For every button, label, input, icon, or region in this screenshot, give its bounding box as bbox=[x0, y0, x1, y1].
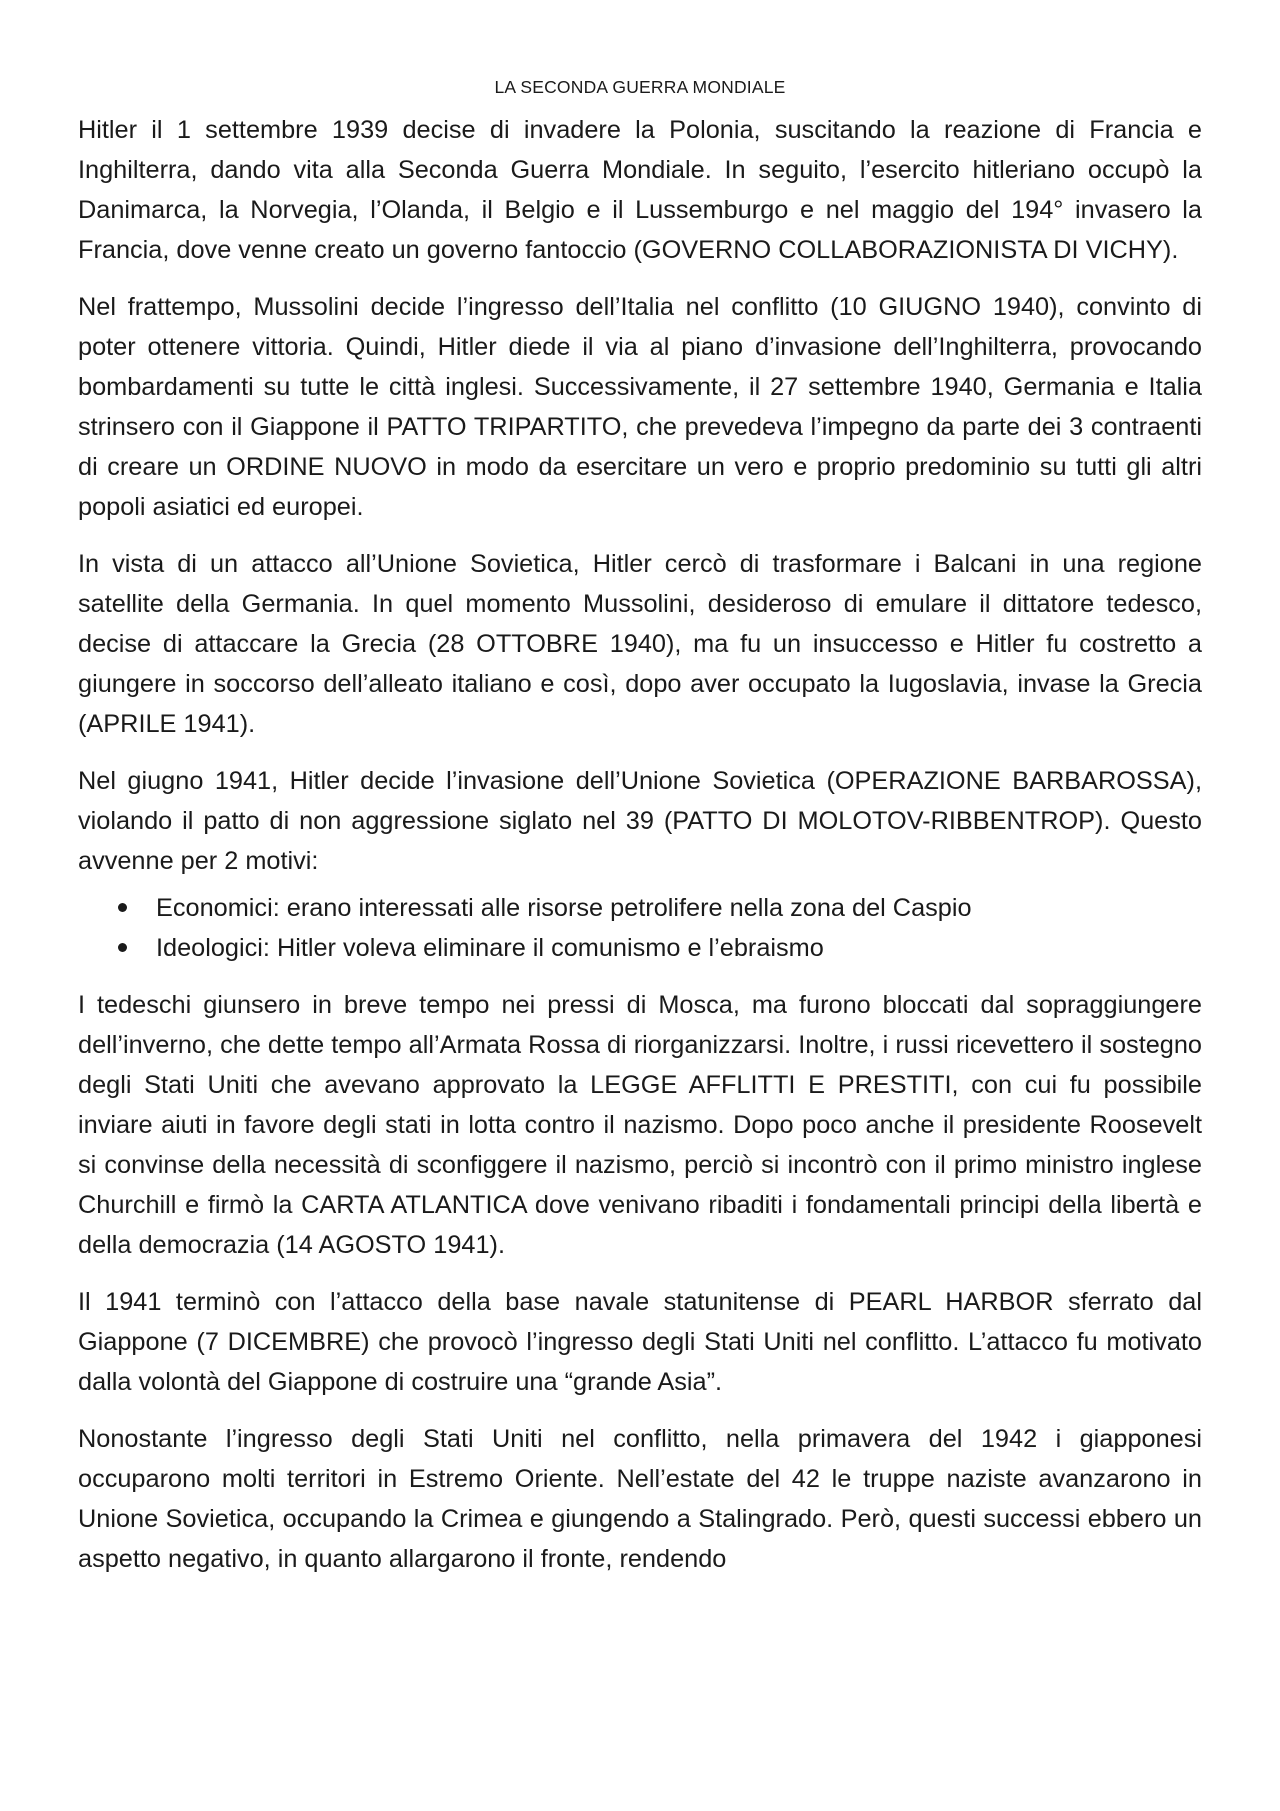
document-title: LA SECONDA GUERRA MONDIALE bbox=[494, 77, 786, 97]
paragraph-pearl-harbor: Il 1941 terminò con l’attacco della base navale statunitense di PEARL HARBOR sferrato dal Giappone (7 DICEMBRE) che provocò l’ingresso degli Stati Uniti nel conflitto. L’attacco fu motivato dalla volontà del Giappone di costruire una “grande Asia”. bbox=[78, 1288, 1202, 1396]
list-item-ideological-motive bbox=[78, 928, 1202, 968]
paragraph-moscow-winter: I tedeschi giunsero in breve tempo nei pressi di Mosca, ma furono bloccati dal sopraggiungere dell’inverno, che dette tempo all’Armata Rossa di riorganizzarsi. Inoltre, i russi ricevettero il sostegno degli Stati Uniti che avevano approvato la LEGGE AFFLITTI E PRESTITI, con cui fu possibile inviare aiuti in favore degli stati in lotta contro il nazismo. Dopo poco anche il presidente Roosevelt si convinse della necessità di sconfiggere il nazismo, perciò si incontrò con il primo ministro inglese Churchill e firmò la CARTA ATLANTICA dove venivano ribaditi i fondamentali principi della libertà e della democrazia (14 AGOSTO 1941). bbox=[78, 991, 1202, 1259]
paragraph-1942-advances: Nonostante l’ingresso degli Stati Uniti nel conflitto, nella primavera del 1942 i giapponesi occuparono molti territori in Estremo Oriente. Nell’estate del 42 le truppe naziste avanzarono in Unione Sovietica, occupando la Crimea e giungendo a Stalingrado. Però, questi successi ebbero un aspetto negativo, in quanto allargarono il fronte, rendendo bbox=[78, 1425, 1202, 1573]
list-item-economic-motive bbox=[78, 888, 1202, 928]
list-item-text: Ideologici: Hitler voleva eliminare il comunismo e l’ebraismo bbox=[156, 934, 824, 962]
paragraph-balkans-greece: In vista di un attacco all’Unione Sovietica, Hitler cercò di trasformare i Balcani in una regione satellite della Germania. In quel momento Mussolini, desideroso di emulare il dittatore tedesco, decise di attaccare la Grecia (28 OTTOBRE 1940), ma fu un insuccesso e Hitler fu costretto a giungere in soccorso dell’alleato italiano e così, dopo aver occupato la Iugoslavia, invase la Grecia (APRILE 1941). bbox=[78, 550, 1202, 738]
paragraph-invasion-poland: Hitler il 1 settembre 1939 decise di invadere la Polonia, suscitando la reazione di Francia e Inghilterra, dando vita alla Seconda Guerra Mondiale. In seguito, l’esercito hitleriano occupò la Danimarca, la Norvegia, l’Olanda, il Belgio e il Lussemburgo e nel maggio del 194° invasero la Francia, dove venne creato un governo fantoccio (GOVERNO COLLABORAZIONISTA DI VICHY). bbox=[78, 116, 1202, 264]
list-item-text: Economici: erano interessati alle risorse petrolifere nella zona del Caspio bbox=[156, 894, 972, 922]
motives-list bbox=[78, 888, 1202, 968]
paragraph-operation-barbarossa: Nel giugno 1941, Hitler decide l’invasione dell’Unione Sovietica (OPERAZIONE BARBAROSSA), violando il patto di non aggressione siglato nel 39 (PATTO DI MOLOTOV-RIBBENTROP). Questo avvenne per 2 motivi: bbox=[78, 767, 1202, 875]
bullet-icon bbox=[118, 903, 127, 912]
paragraph-italy-enters-war: Nel frattempo, Mussolini decide l’ingresso dell’Italia nel conflitto (10 GIUGNO 1940), convinto di poter ottenere vittoria. Quindi, Hitler diede il via al piano d’invasione dell’Inghilterra, provocando bombardamenti su tutte le città inglesi. Successivamente, il 27 settembre 1940, Germania e Italia strinsero con il Giappone il PATTO TRIPARTITO, che prevedeva l’impegno da parte dei 3 contraenti di creare un ORDINE NUOVO in modo da esercitare un vero e proprio predominio su tutti gli altri popoli asiatici ed europei. bbox=[78, 293, 1202, 521]
bullet-icon bbox=[118, 943, 127, 952]
document-page bbox=[78, 74, 1202, 1579]
